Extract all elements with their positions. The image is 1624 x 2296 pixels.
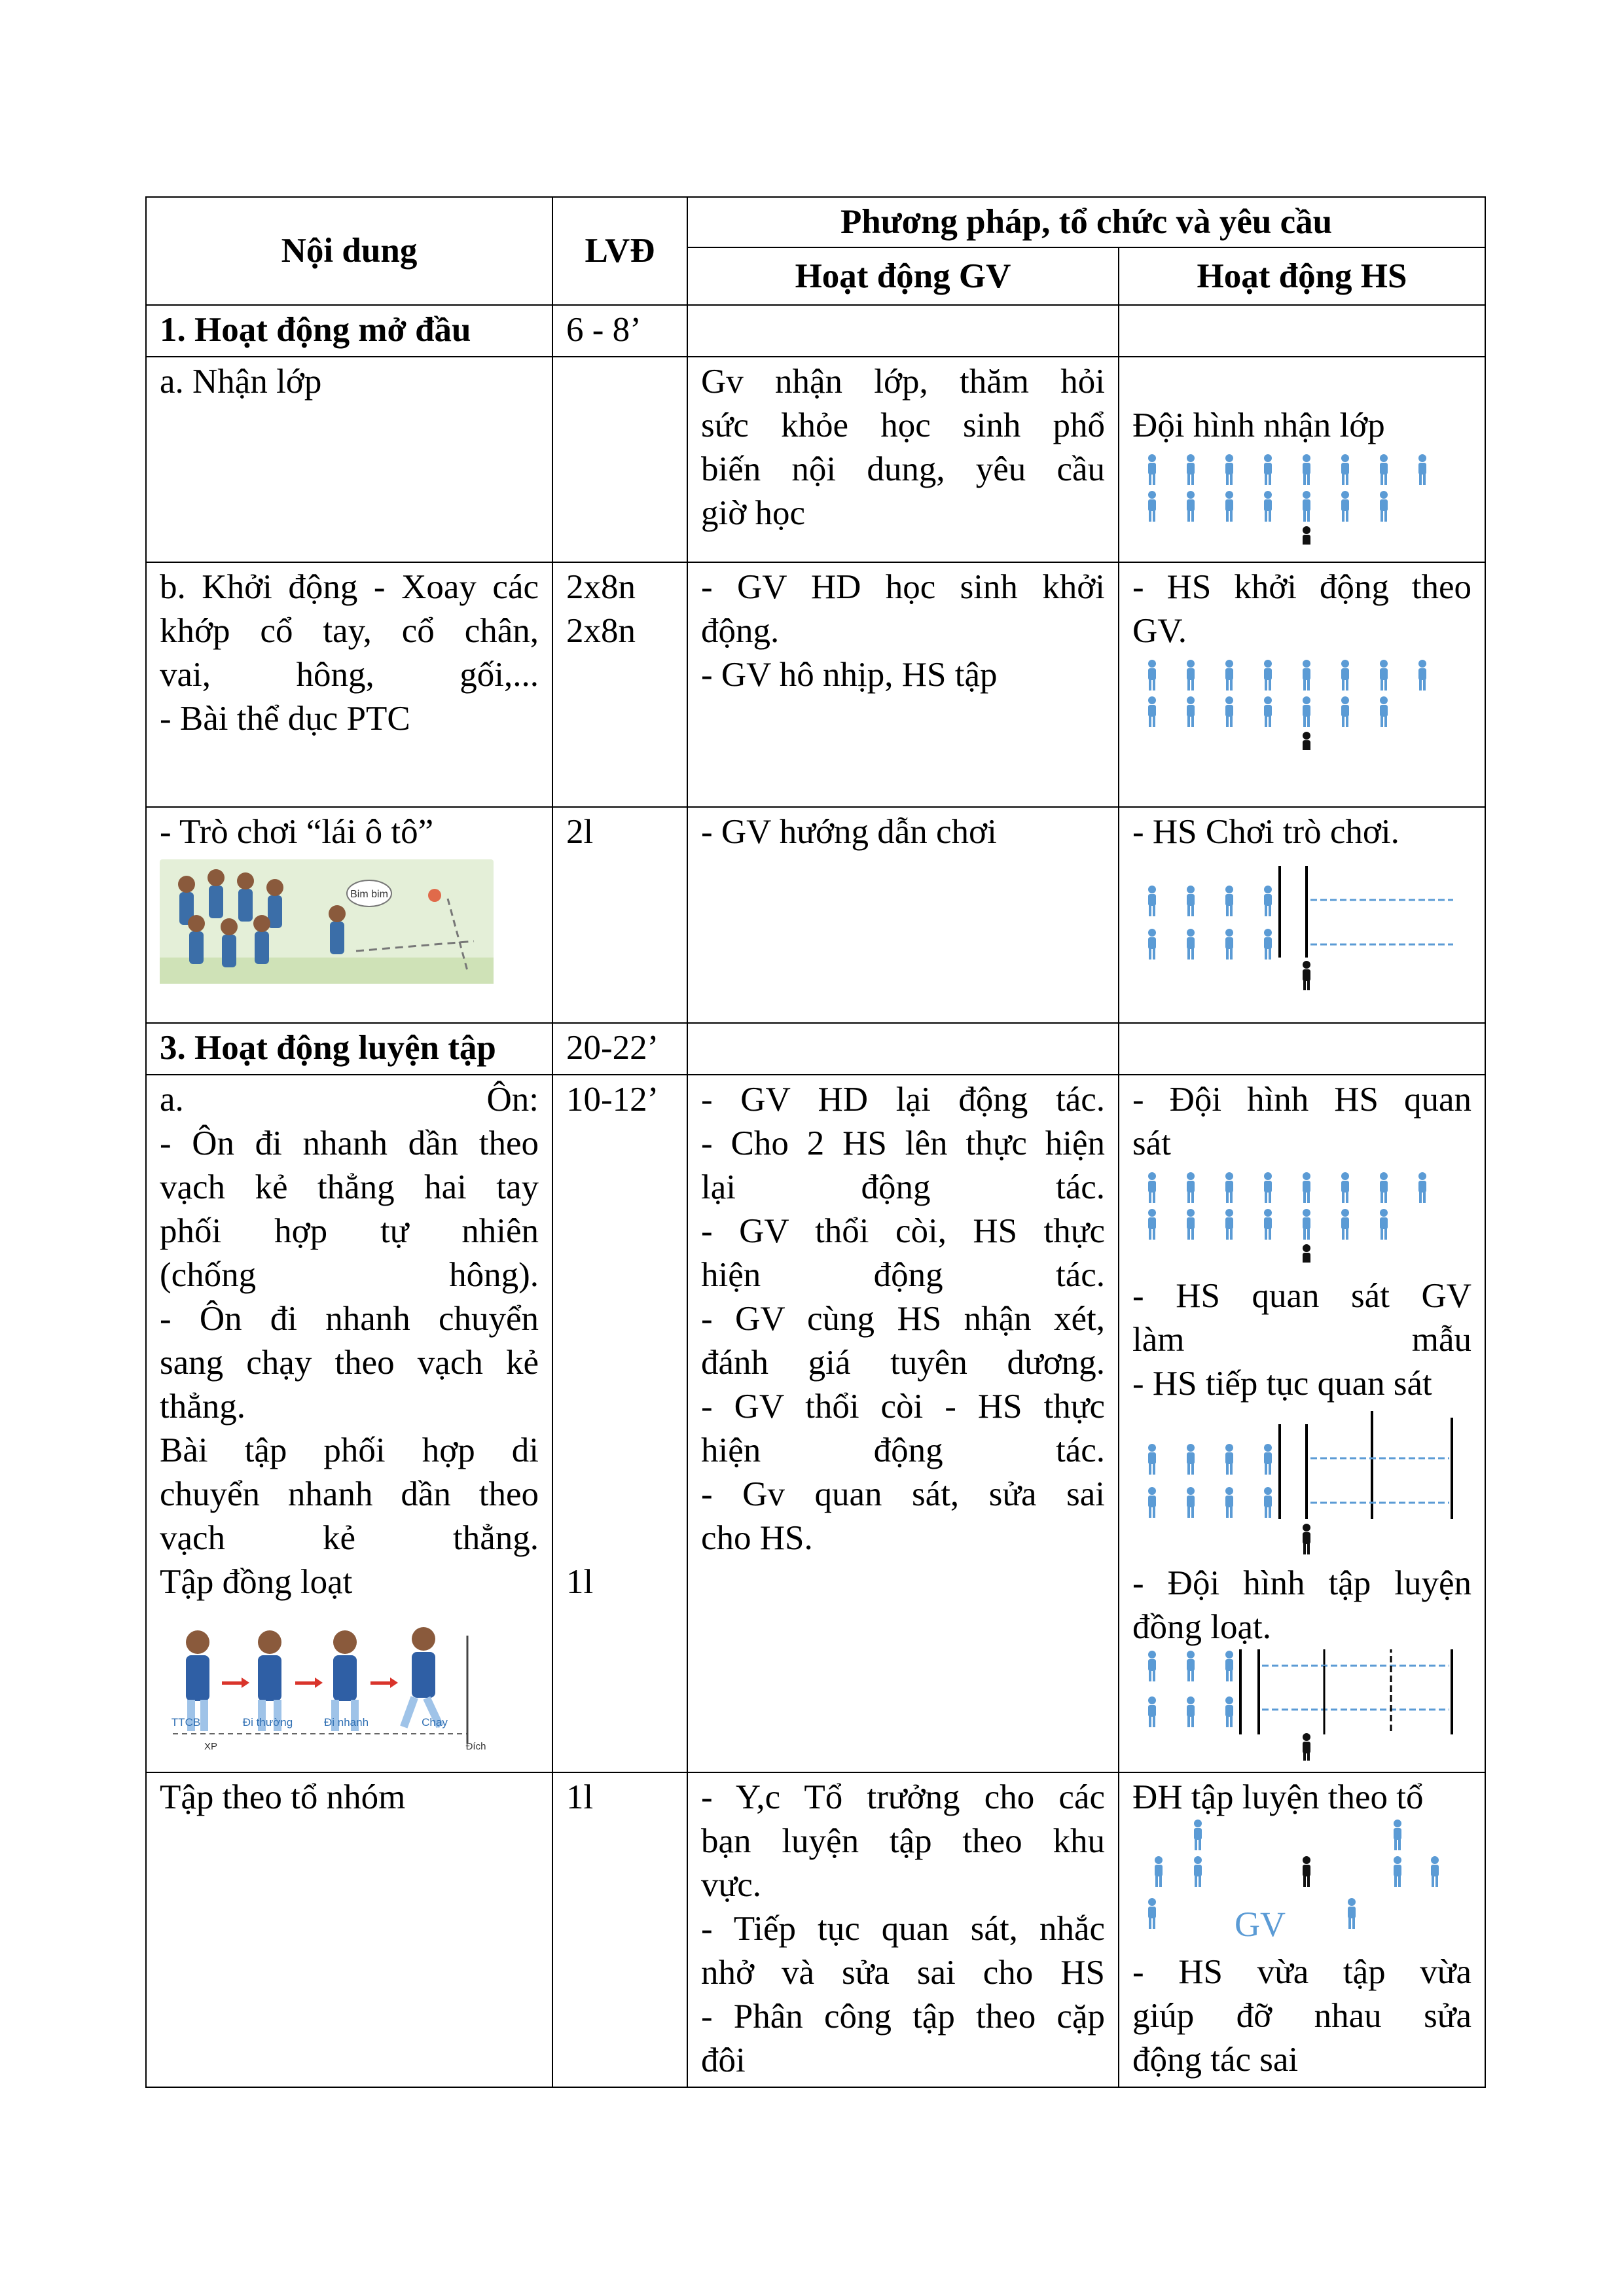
text-line: - Cho 2 HS lên thực hiện	[701, 1124, 1105, 1162]
text-line: Tập theo tổ nhóm	[160, 1778, 406, 1816]
content-cell	[146, 1075, 552, 1772]
hs-text	[1132, 565, 1471, 653]
hs-cell	[1119, 305, 1485, 357]
text-line: động tác sai	[1132, 2041, 1299, 2079]
start-mark: XP	[204, 1741, 218, 1752]
student-icon	[1148, 1487, 1156, 1518]
step-label: TTCB	[171, 1716, 201, 1729]
hs-text	[1132, 1562, 1471, 1649]
header-hs: Hoạt động HS	[1119, 247, 1485, 305]
section-title: 1. Hoạt động mở đầu	[146, 305, 552, 357]
text-line: (chống hông).	[160, 1256, 539, 1294]
student-icon	[1194, 1856, 1202, 1887]
student-icon	[1148, 1444, 1156, 1475]
gv-cell	[687, 807, 1119, 1023]
student-icon	[1341, 696, 1349, 727]
practice-formation-diagram	[1132, 1411, 1466, 1562]
teacher-icon	[1303, 526, 1310, 545]
text-line: - GV hướng dẫn chơi	[701, 813, 997, 851]
student-icon	[1148, 1209, 1156, 1240]
student-icon	[1148, 929, 1156, 960]
formation-diagram	[1132, 453, 1434, 545]
student-icon	[1303, 1172, 1310, 1203]
student-icon	[1225, 1444, 1233, 1475]
teacher-icon	[1303, 1856, 1310, 1887]
text-line: 1l	[566, 1563, 594, 1601]
text-line: - HS Chơi trò chơi.	[1132, 813, 1399, 851]
student-icon	[1155, 1856, 1163, 1887]
student-icon	[1303, 491, 1310, 522]
student-icon	[1303, 696, 1310, 727]
header-content: Nội dung	[146, 197, 552, 305]
text-line: đánh giá tuyên dương.	[701, 1344, 1105, 1382]
student-icon	[1148, 454, 1156, 485]
text-line	[566, 1166, 674, 1210]
student-icon	[1341, 660, 1349, 691]
student-icon	[1264, 1487, 1272, 1518]
text-line: nhở và sửa sai cho HS	[701, 1954, 1105, 1992]
text-line: vai, hông, gối,...	[160, 656, 539, 694]
student-icon	[1187, 1487, 1195, 1518]
student-icon	[1264, 660, 1272, 691]
hs-cell	[1119, 1772, 1485, 2087]
hs-text	[1132, 1776, 1471, 1820]
text-line: vực.	[701, 1866, 761, 1904]
text-line: đôi	[701, 2041, 746, 2079]
teacher-icon	[1303, 961, 1310, 990]
text-line: sang chạy theo vạch kẻ	[160, 1344, 539, 1382]
text-line: - GV HD lại động tác.	[701, 1081, 1105, 1119]
text-line: 2x8n	[566, 568, 636, 606]
gv-cell	[687, 305, 1119, 357]
text-line: - Y,c Tổ trưởng cho các	[701, 1778, 1105, 1816]
text-line: làm mẫu	[1132, 1321, 1472, 1359]
table-row	[146, 305, 1485, 357]
text-line: - Bài thể dục PTC	[160, 700, 410, 738]
student-icon	[1264, 1172, 1272, 1203]
student-icon	[1148, 886, 1156, 916]
text-line: vạch kẻ thẳng hai tay	[160, 1168, 539, 1206]
text-line	[566, 1297, 674, 1341]
text-line: 2x8n	[566, 612, 636, 650]
text-line: a. Nhận lớp	[160, 363, 322, 401]
hs-text	[1132, 810, 1471, 854]
text-line: sức khỏe học sinh phổ	[701, 406, 1105, 444]
text-line: - GV thổi còi, HS thực	[701, 1212, 1105, 1250]
text-line: - Đội hình HS quan	[1132, 1081, 1472, 1119]
student-icon	[1225, 1172, 1233, 1203]
step-label: Đi nhanh	[323, 1716, 369, 1729]
text-line: - GV thổi còi - HS thực	[701, 1388, 1105, 1426]
student-icon	[1194, 1820, 1202, 1850]
text-line: - Phân công tập theo cặp	[701, 1998, 1105, 2036]
text-line: bạn luyện tập theo khu	[701, 1822, 1105, 1860]
student-icon	[1225, 660, 1233, 691]
text-line: cho HS.	[701, 1519, 813, 1557]
text-line	[566, 1385, 674, 1429]
lesson-plan-sheet	[145, 196, 1485, 2088]
lvd-cell	[552, 1075, 687, 1772]
content-cell	[146, 357, 552, 562]
text-line	[566, 1341, 674, 1385]
student-icon	[1380, 1172, 1388, 1203]
text-line: biến nội dung, yêu cầu	[701, 450, 1105, 488]
section-title: 3. Hoạt động luyện tập	[146, 1023, 552, 1075]
table-row	[146, 562, 1485, 807]
student-icon	[1225, 1696, 1233, 1727]
student-icon	[1348, 1898, 1356, 1929]
student-icon	[1264, 491, 1272, 522]
table-row	[146, 357, 1485, 562]
finish-mark: Đích	[465, 1741, 486, 1752]
text-line: 10-12’	[566, 1081, 659, 1119]
text-line	[566, 1429, 674, 1473]
text-line: hiện động tác.	[701, 1256, 1105, 1294]
text-line: - HS vừa tập vừa	[1132, 1953, 1472, 1991]
student-icon	[1148, 491, 1156, 522]
game-formation-diagram	[1132, 859, 1466, 990]
team-formation-diagram	[1132, 1820, 1466, 1950]
student-icon	[1418, 660, 1426, 691]
lvd-cell	[552, 357, 687, 562]
step-label: Chạy	[422, 1716, 448, 1729]
teacher-icon	[1303, 732, 1310, 750]
step-label: Đi thường	[242, 1716, 293, 1729]
student-icon	[1341, 1209, 1349, 1240]
student-icon	[1303, 1209, 1310, 1240]
hs-text	[1132, 1078, 1471, 1166]
text-line: b. Khởi động - Xoay các	[160, 568, 539, 606]
text-line: - Ôn đi nhanh dần theo	[160, 1124, 539, 1162]
lesson-plan-table	[145, 196, 1486, 2088]
text-line: GV.	[1132, 612, 1187, 650]
content-cell	[146, 562, 552, 807]
gv-cell	[687, 1075, 1119, 1772]
header-lvd: LVĐ	[552, 197, 687, 305]
gv-cell	[687, 1772, 1119, 2087]
text-line	[566, 1516, 674, 1560]
student-icon	[1431, 1856, 1439, 1887]
student-icon	[1264, 929, 1272, 960]
student-icon	[1148, 660, 1156, 691]
text-line: khớp cổ tay, cổ chân,	[160, 612, 539, 650]
hs-cell	[1119, 357, 1485, 562]
student-icon	[1187, 1209, 1195, 1240]
student-icon	[1148, 696, 1156, 727]
formation-diagram	[1132, 658, 1434, 750]
hs-text	[1132, 1950, 1471, 2082]
content-cell	[146, 807, 552, 1023]
teacher-icon	[1303, 1524, 1310, 1554]
lvd-cell: 20-22’	[552, 1023, 687, 1075]
gv-label: GV	[1235, 1905, 1286, 1944]
header-gv: Hoạt động GV	[687, 247, 1119, 305]
student-icon	[1264, 886, 1272, 916]
student-icon	[1394, 1856, 1401, 1887]
student-icon	[1303, 454, 1310, 485]
content-text	[160, 810, 539, 854]
student-icon	[1187, 886, 1195, 916]
student-icon	[1380, 1209, 1388, 1240]
text-line: động.	[701, 612, 780, 650]
text-line: giúp đỡ nhau sửa	[1132, 1997, 1472, 2035]
text-line	[566, 1253, 674, 1297]
student-icon	[1264, 696, 1272, 727]
student-icon	[1225, 696, 1233, 727]
text-line	[566, 1210, 674, 1253]
teacher-icon	[1303, 1733, 1310, 1761]
student-icon	[1187, 1651, 1195, 1681]
text-line: 2l	[566, 813, 594, 851]
hs-cell	[1119, 1023, 1485, 1075]
table-row	[146, 1023, 1485, 1075]
student-icon	[1225, 1209, 1233, 1240]
table-row	[146, 1772, 1485, 2087]
text-line: thẳng.	[160, 1388, 245, 1426]
group-formation-diagram	[1132, 1649, 1466, 1761]
student-icon	[1380, 660, 1388, 691]
table-row	[146, 1075, 1485, 1772]
student-icon	[1380, 696, 1388, 727]
student-icon	[1418, 454, 1426, 485]
hs-cell	[1119, 1075, 1485, 1772]
student-icon	[1187, 491, 1195, 522]
lvd-cell	[552, 562, 687, 807]
gv-cell	[687, 562, 1119, 807]
observe-formation-diagram	[1132, 1171, 1434, 1263]
text-line: - GV cùng HS nhận xét,	[701, 1300, 1105, 1338]
text-line: - Đội hình tập luyện	[1132, 1564, 1472, 1602]
text-line: Gv nhận lớp, thăm hỏi	[701, 363, 1105, 401]
student-icon	[1380, 491, 1388, 522]
hs-cell	[1119, 562, 1485, 807]
text-line	[566, 1473, 674, 1516]
student-icon	[1187, 1444, 1195, 1475]
student-icon	[1225, 491, 1233, 522]
text-line: lại động tác.	[701, 1168, 1105, 1206]
student-icon	[1187, 1696, 1195, 1727]
text-line: đồng loạt.	[1132, 1608, 1271, 1646]
gv-cell	[687, 357, 1119, 562]
student-icon	[1187, 929, 1195, 960]
student-icon	[1394, 1820, 1401, 1850]
student-icon	[1148, 1172, 1156, 1203]
student-icon	[1225, 1651, 1233, 1681]
teacher-icon	[1303, 1244, 1310, 1263]
text-line: - Trò chơi “lái ô tô”	[160, 813, 434, 851]
text-line: vạch kẻ thẳng.	[160, 1519, 539, 1557]
hs-text	[1132, 404, 1471, 448]
student-icon	[1225, 454, 1233, 485]
text-line: - HS quan sát GV	[1132, 1277, 1472, 1315]
text-line: - HS khởi động theo	[1132, 568, 1472, 606]
text-line: - GV hô nhịp, HS tập	[701, 656, 998, 694]
student-icon	[1264, 454, 1272, 485]
lvd-cell	[552, 1772, 687, 2087]
lvd-cell	[552, 807, 687, 1023]
text-line: Đội hình nhận lớp	[1132, 406, 1385, 444]
student-icon	[1148, 1651, 1156, 1681]
student-icon	[1225, 1487, 1233, 1518]
student-icon	[1264, 1209, 1272, 1240]
text-line	[566, 1122, 674, 1166]
hs-text	[1132, 1274, 1471, 1406]
hs-cell	[1119, 807, 1485, 1023]
text-line: 1l	[566, 1778, 594, 1816]
student-icon	[1225, 886, 1233, 916]
student-icon	[1418, 1172, 1426, 1203]
text-line: phối hợp tự nhiên	[160, 1212, 539, 1250]
student-icon	[1341, 454, 1349, 485]
student-icon	[1148, 1696, 1156, 1727]
student-icon	[1187, 454, 1195, 485]
student-icon	[1264, 1444, 1272, 1475]
text-line: Bài tập phối hợp di	[160, 1431, 539, 1469]
gv-cell	[687, 1023, 1119, 1075]
text-line: a. Ôn:	[160, 1081, 539, 1119]
text-line: chuyển nhanh dần theo	[160, 1475, 539, 1513]
text-line: Tập đồng loạt	[160, 1563, 353, 1601]
header-method: Phương pháp, tổ chức và yêu cầu	[687, 197, 1485, 247]
text-line: hiện động tác.	[701, 1431, 1105, 1469]
game-illustration	[160, 859, 494, 984]
running-children-icon	[186, 1627, 444, 1731]
text-line: - Gv quan sát, sửa sai	[701, 1475, 1105, 1513]
lvd-cell: 6 - 8’	[552, 305, 687, 357]
student-icon	[1341, 1172, 1349, 1203]
speech-bubble-text: Bim bim	[350, 889, 388, 900]
student-icon	[1148, 1898, 1156, 1929]
student-icon	[1303, 660, 1310, 691]
text-line: - GV HD học sinh khởi	[701, 568, 1105, 606]
student-icon	[1225, 929, 1233, 960]
text-line: - Ôn đi nhanh chuyển	[160, 1300, 539, 1338]
student-icon	[1341, 491, 1349, 522]
content-cell	[146, 1772, 552, 2087]
content-text	[160, 1078, 539, 1604]
table-row	[146, 807, 1485, 1023]
student-icon	[1187, 1172, 1195, 1203]
student-icon	[1187, 696, 1195, 727]
student-icon	[1187, 660, 1195, 691]
text-line: sát	[1132, 1124, 1171, 1162]
student-icon	[1380, 454, 1388, 485]
text-line: giờ học	[701, 494, 806, 532]
steps-illustration	[160, 1609, 500, 1760]
text-line: ĐH tập luyện theo tổ	[1132, 1778, 1424, 1816]
text-line: - HS tiếp tục quan sát	[1132, 1365, 1432, 1403]
text-line: - Tiếp tục quan sát, nhắc	[701, 1910, 1105, 1948]
